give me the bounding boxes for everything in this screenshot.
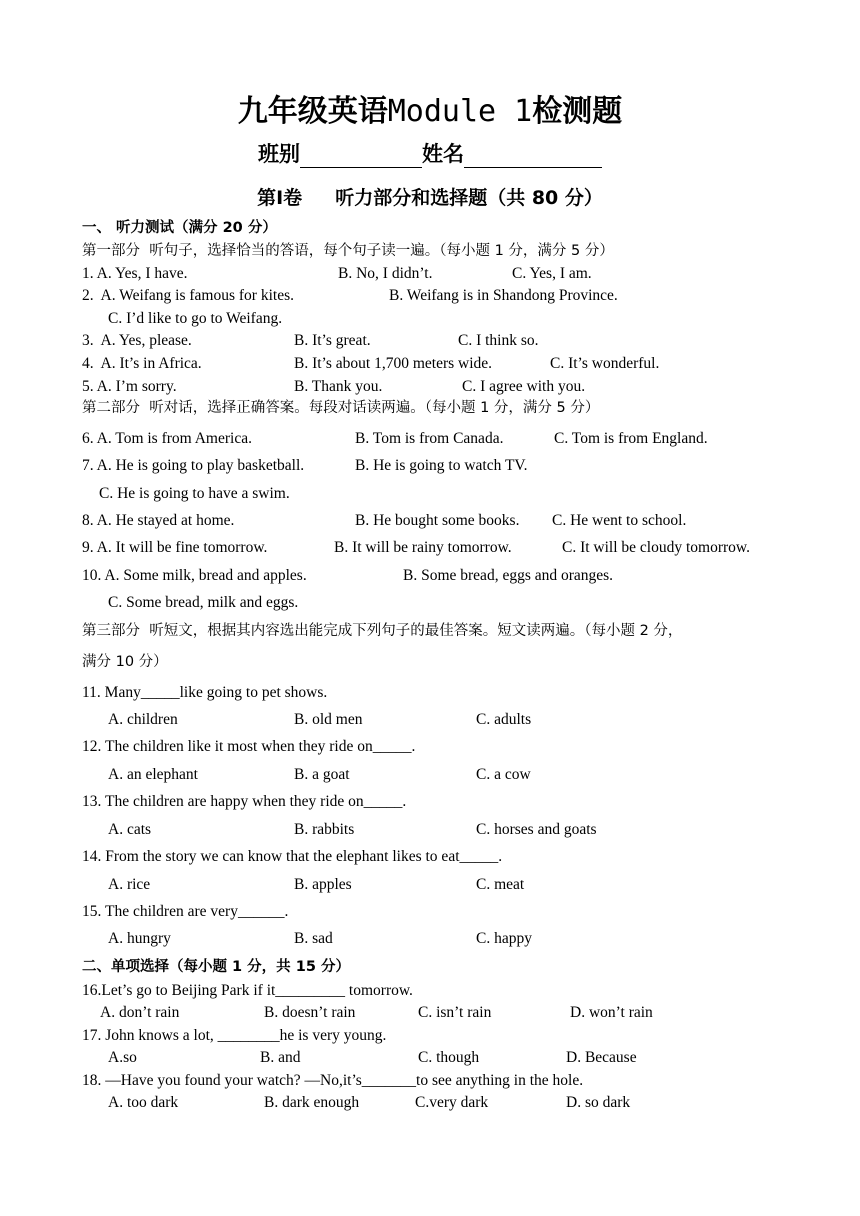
q7-option-b: B. He is going to watch TV. [355, 457, 528, 474]
q15-option-c: C. happy [476, 930, 532, 947]
q13-stem: 13. The children are happy when they ride on_____. [82, 793, 407, 810]
q16-option-d: D. won’t rain [570, 1004, 653, 1021]
q7-option-c: C. He is going to have a swim. [99, 485, 290, 502]
part1-title: 第Ⅰ卷 听力部分和选择题（共 80 分） [257, 187, 603, 209]
q15-stem: 15. The children are very______. [82, 903, 289, 920]
name-label: 姓名 [422, 142, 464, 166]
section1-part1-instruction: 第一部分 听句子，选择恰当的答语，每个句子读一遍。（每小题 1 分，满分 5 分） [82, 243, 614, 259]
q9-option-b: B. It will be rainy tomorrow. [334, 539, 512, 556]
q11-option-a: A. children [108, 711, 178, 728]
q8-option-c: C. He went to school. [552, 512, 687, 529]
q11-stem: 11. Many_____like going to pet shows. [82, 684, 328, 701]
q12-option-b: B. a goat [294, 766, 350, 783]
q2-option-c: C. I’d like to go to Weifang. [108, 310, 283, 327]
q4-option-c: C. It’s wonderful. [550, 355, 660, 372]
q18-option-b: B. dark enough [264, 1094, 360, 1111]
q4-option-b: B. It’s about 1,700 meters wide. [294, 355, 493, 372]
q12-option-a: A. an elephant [108, 766, 198, 783]
section1-heading: 一、 听力测试（满分 20 分） [82, 220, 277, 236]
q15-option-a: A. hungry [108, 930, 171, 947]
class-label: 班别 [258, 142, 300, 166]
section1-part3-instruction-cont: 满分 10 分） [82, 654, 168, 670]
q9-option-c: C. It will be cloudy tomorrow. [562, 539, 750, 556]
q6-option-a: 6. A. Tom is from America. [82, 430, 252, 447]
section1-part2-instruction: 第二部分 听对话，选择正确答案。每段对话读两遍。（每小题 1 分，满分 5 分） [82, 400, 600, 416]
q16-option-c: C. isn’t rain [418, 1004, 492, 1021]
q14-option-c: C. meat [476, 876, 525, 893]
q16-option-a: A. don’t rain [100, 1004, 180, 1021]
q10-option-c: C. Some bread, milk and eggs. [108, 594, 299, 611]
q13-option-c: C. horses and goats [476, 821, 597, 838]
q3-option-c: C. I think so. [458, 332, 539, 349]
section1-part3-instruction: 第三部分 听短文，根据其内容选出能完成下列句子的最佳答案。短文读两遍。（每小题 2 分， [82, 623, 683, 639]
q17-option-c: C. though [418, 1049, 480, 1066]
title-module: Module 1 [387, 94, 533, 129]
q17-option-d: D. Because [566, 1049, 637, 1066]
page-title [0, 86, 860, 130]
q8-option-a: 8. A. He stayed at home. [82, 512, 235, 529]
q16-stem: 16.Let’s go to Beijing Park if it_________ tomorrow. [82, 982, 413, 999]
q18-option-c: C.very dark [415, 1094, 489, 1111]
section2-heading: 二、单项选择（每小题 1 分，共 15 分） [82, 959, 350, 975]
q9-option-a: 9. A. It will be fine tomorrow. [82, 539, 268, 556]
title-tail: 检测题 [532, 94, 623, 129]
name-blank[interactable] [464, 147, 602, 168]
q15-option-b: B. sad [294, 930, 333, 947]
q13-option-a: A. cats [108, 821, 152, 838]
q3-option-b: B. It’s great. [294, 332, 371, 349]
q18-option-a: A. too dark [108, 1094, 179, 1111]
q18-stem: 18. —Have you found your watch? —No,it’s_______to see anything in the hole. [82, 1072, 584, 1089]
q5-option-b: B. Thank you. [294, 378, 383, 395]
q3-option-a: 3. A. Yes, please. [82, 332, 192, 349]
q12-stem: 12. The children like it most when they ride on_____. [82, 738, 416, 755]
q17-option-a: A.so [108, 1049, 137, 1066]
title-cn: 九年级英语 [237, 94, 388, 129]
q2-option-a: 2. A. Weifang is famous for kites. [82, 287, 294, 304]
q5-option-a: 5. A. I’m sorry. [82, 378, 177, 395]
q1-option-b: B. No, I didn’t. [338, 265, 433, 282]
q8-option-b: B. He bought some books. [355, 512, 520, 529]
q1-option-c: C. Yes, I am. [512, 265, 592, 282]
class-name-line [0, 138, 860, 168]
q10-option-b: B. Some bread, eggs and oranges. [403, 567, 614, 584]
q16-option-b: B. doesn’t rain [264, 1004, 356, 1021]
q2-option-b: B. Weifang is in Shandong Province. [389, 287, 618, 304]
q10-option-a: 10. A. Some milk, bread and apples. [82, 567, 307, 584]
q1-option-a: 1. A. Yes, I have. [82, 265, 188, 282]
q6-option-c: C. Tom is from England. [554, 430, 708, 447]
q4-option-a: 4. A. It’s in Africa. [82, 355, 202, 372]
q17-stem: 17. John knows a lot, ________he is very young. [82, 1027, 387, 1044]
q12-option-c: C. a cow [476, 766, 531, 783]
q17-option-b: B. and [260, 1049, 301, 1066]
q6-option-b: B. Tom is from Canada. [355, 430, 504, 447]
q13-option-b: B. rabbits [294, 821, 355, 838]
q14-option-b: B. apples [294, 876, 352, 893]
q14-option-a: A. rice [108, 876, 151, 893]
class-blank[interactable] [300, 147, 422, 168]
q18-option-d: D. so dark [566, 1094, 631, 1111]
q11-option-b: B. old men [294, 711, 363, 728]
q14-stem: 14. From the story we can know that the elephant likes to eat_____. [82, 848, 503, 865]
q11-option-c: C. adults [476, 711, 532, 728]
q7-option-a: 7. A. He is going to play basketball. [82, 457, 305, 474]
q5-option-c: C. I agree with you. [462, 378, 586, 395]
